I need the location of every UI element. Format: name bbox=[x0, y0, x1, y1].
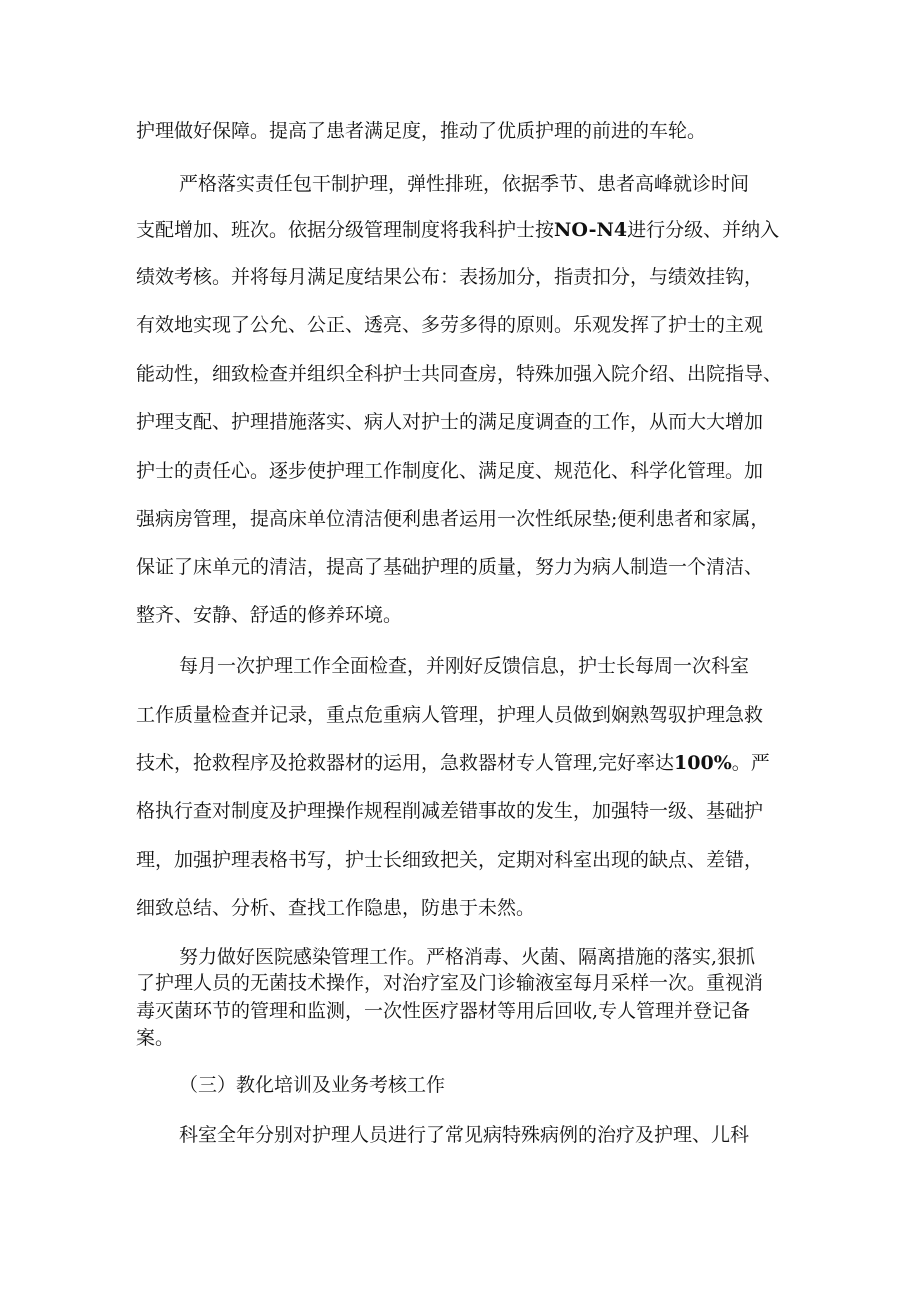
paragraph-line: 格执行查对制度及护理操作规程削减差错事故的发生，加强特一级、基础护 bbox=[136, 800, 764, 822]
paragraph-line: 绩效考核。并将每月满足度结果公布：表扬加分，指责扣分，与绩效挂钩， bbox=[136, 266, 764, 288]
paragraph-line: 严格落实责任包干制护理，弹性排班，依据季节、患者高峰就诊时间 bbox=[179, 173, 750, 195]
paragraph-line: 科室全年分别对护理人员进行了常见病特殊病例的治疗及护理、儿科 bbox=[179, 1124, 750, 1146]
paragraph-line: 护理做好保障。提高了患者满足度，推动了优质护理的前进的车轮。 bbox=[136, 120, 707, 142]
paragraph-line: 强病房管理，提高床单位清洁便利患者运用一次性纸尿垫;便利患者和家属， bbox=[136, 508, 770, 530]
paragraph-line: 每月一次护理工作全面检查，并刚好反馈信息，护士长每周一次科室 bbox=[179, 655, 750, 677]
paragraph-line: 能动性，细致检查并组织全科护士共同查房，特殊加强入院介绍、出院指导、 bbox=[136, 363, 783, 385]
text-run: 技术，抢救程序及抢救器材的运用，急救器材专人管理,完好率达 bbox=[136, 752, 675, 774]
text-run: 。严 bbox=[731, 752, 770, 774]
paragraph-line: 护理支配、护理措施落实、病人对护士的满足度调查的工作，从而大大增加 bbox=[136, 411, 764, 433]
paragraph-line: 努力做好医院感染管理工作。严格消毒、火菌、隔离措施的落实,狠抓 bbox=[179, 946, 756, 968]
paragraph-line bbox=[136, 218, 779, 242]
text-run: 进行分级、并纳入 bbox=[627, 219, 780, 241]
section-heading: （三）教化培训及业务考核工作 bbox=[179, 1074, 446, 1096]
paragraph-line: 护士的责任心。逐步使护理工作制度化、满足度、规范化、科学化管理。加 bbox=[136, 460, 764, 482]
paragraph-line: 工作质量检查并记录，重点危重病人管理，护理人员做到娴熟驾驭护理急救 bbox=[136, 704, 764, 726]
paragraph-line: 案。 bbox=[136, 1027, 175, 1049]
paragraph-line: 了护理人员的无菌技术操作，对治疗室及门诊输液室每月采样一次。重视消 bbox=[136, 972, 764, 994]
paragraph-line: 毒灭菌环节的管理和监测，一次性医疗器材等用后回收,专人管理并登记备 bbox=[136, 1000, 751, 1022]
paragraph-line: 理，加强护理表格书写，护士长细致把关，定期对科室出现的缺点、差错， bbox=[136, 849, 764, 871]
bold-text-run: 100% bbox=[674, 752, 732, 774]
paragraph-line: 细致总结、分析、查找工作隐患，防患于未然。 bbox=[136, 897, 536, 919]
paragraph-line bbox=[136, 751, 770, 775]
text-run: 支配增加、班次。依据分级管理制度将我科护士按 bbox=[136, 219, 555, 241]
paragraph-line: 保证了床单元的清洁，提高了基础护理的质量，努力为病人制造一个清洁、 bbox=[136, 556, 764, 578]
paragraph-line: 有效地实现了公允、公正、透亮、多劳多得的原则。乐观发挥了护士的主观 bbox=[136, 314, 764, 336]
bold-text-run: NO-N4 bbox=[554, 219, 628, 241]
paragraph-line: 整齐、安静、舒适的修养环境。 bbox=[136, 604, 403, 626]
